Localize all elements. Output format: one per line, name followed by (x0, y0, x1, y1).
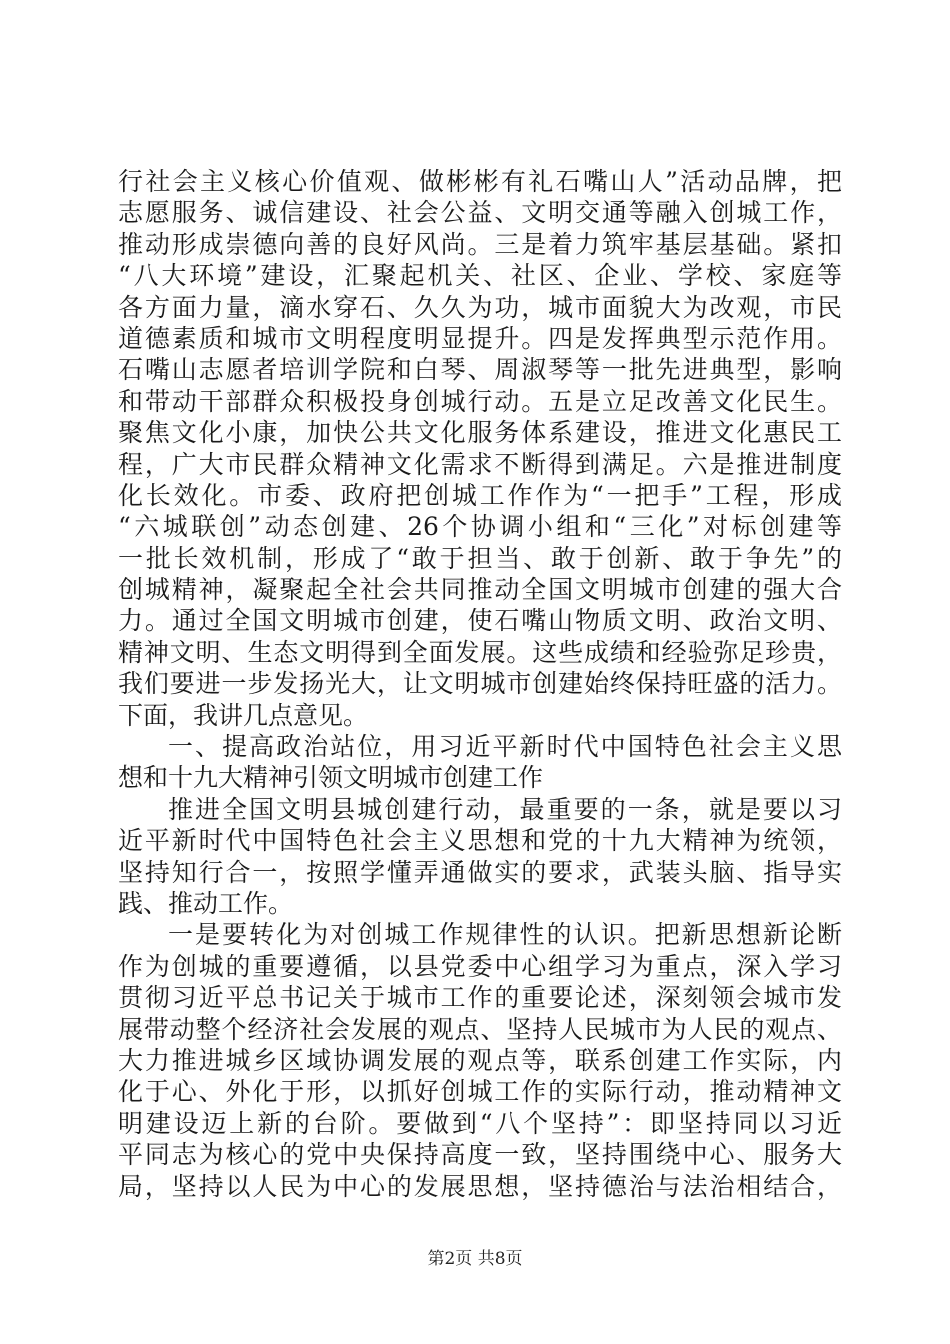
text-line: 一是要转化为对创城工作规律性的认识。把新思想新论断 (168, 920, 842, 950)
text-line: 石嘴山志愿者培训学院和白琴、周淑琴等一批先进典型，影响 (118, 355, 842, 385)
text-line: 创城精神，凝聚起全社会共同推动全国文明城市创建的强大合 (118, 575, 842, 605)
section-heading-line: 一、提高政治站位，用习近平新时代中国特色社会主义思 (168, 732, 842, 762)
text-line: 我们要进一步发扬光大，让文明城市创建始终保持旺盛的活力。 (118, 669, 842, 699)
text-line: 道德素质和城市文明程度明显提升。四是发挥典型示范作用。 (118, 323, 842, 353)
text-line: 和带动干部群众积极投身创城行动。五是立足改善文化民生。 (118, 386, 842, 416)
text-line: 化于心、外化于形，以抓好创城工作的实际行动，推动精神文 (118, 1077, 842, 1107)
text-line: 推进全国文明县城创建行动，最重要的一条，就是要以习 (168, 794, 842, 824)
text-line: 平同志为核心的党中央保持高度一致，坚持围绕中心、服务大 (118, 1140, 842, 1170)
text-line: 展带动整个经济社会发展的观点、坚持人民城市为人民的观点、 (118, 1014, 842, 1044)
text-line: 局，坚持以人民为中心的发展思想，坚持德治与法治相结合， (118, 1171, 842, 1201)
text-line: 坚持知行合一，按照学懂弄通做实的要求，武装头脑、指导实 (118, 857, 842, 887)
text-line: 程，广大市民群众精神文化需求不断得到满足。六是推进制度 (118, 449, 842, 479)
text-line: 明建设迈上新的台阶。要做到“八个坚持”：即坚持同以习近 (118, 1108, 842, 1138)
text-line: 贯彻习近平总书记关于城市工作的重要论述，深刻领会城市发 (118, 983, 842, 1013)
page-footer: 第2页 共8页 (427, 1249, 523, 1269)
text-line: “六城联创”动态创建、26个协调小组和“三化”对标创建等 (118, 512, 842, 542)
text-line: 精神文明、生态文明得到全面发展。这些成绩和经验弥足珍贵， (118, 637, 842, 667)
text-line: 一批长效机制，形成了“敢于担当、敢于创新、敢于争先”的 (118, 543, 842, 573)
text-line: 聚焦文化小康，加快公共文化服务体系建设，推进文化惠民工 (118, 418, 842, 448)
text-line: 作为创城的重要遵循，以县党委中心组学习为重点，深入学习 (118, 951, 842, 981)
text-line: 力。通过全国文明城市创建，使石嘴山物质文明、政治文明、 (118, 606, 842, 636)
body-text (118, 166, 842, 1202)
text-line: “八大环境”建设，汇聚起机关、社区、企业、学校、家庭等 (118, 261, 842, 291)
text-line: 志愿服务、诚信建设、社会公益、文明交通等融入创城工作， (118, 198, 842, 228)
section-heading-line: 想和十九大精神引领文明城市创建工作 (118, 763, 544, 793)
text-line: 大力推进城乡区域协调发展的观点等，联系创建工作实际，内 (118, 1045, 842, 1075)
text-line: 践、推动工作。 (118, 888, 294, 918)
text-line: 推动形成崇德向善的良好风尚。三是着力筑牢基层基础。紧扣 (118, 229, 842, 259)
text-line: 行社会主义核心价值观、做彬彬有礼石嘴山人”活动品牌，把 (118, 167, 842, 196)
text-line: 下面，我讲几点意见。 (118, 700, 369, 730)
text-line: 各方面力量，滴水穿石、久久为功，城市面貌大为改观，市民 (118, 292, 842, 322)
text-line: 化长效化。市委、政府把创城工作作为“一把手”工程，形成 (118, 480, 842, 510)
text-line: 近平新时代中国特色社会主义思想和党的十九大精神为统领， (118, 826, 842, 856)
